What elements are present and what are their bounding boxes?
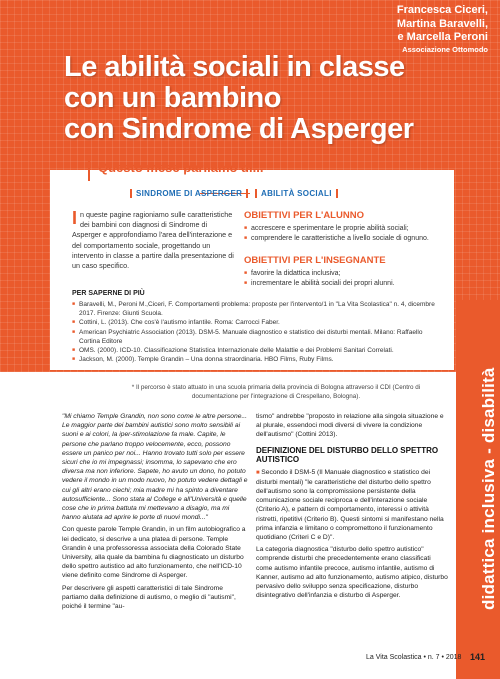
authors-block bbox=[397, 4, 488, 55]
objective-item: ■ incrementare le abilità sociali dei propri alunni. bbox=[244, 279, 444, 289]
body-paragraph: tismo" andrebbe "proposto in relazione alla singola situazione e al plurale, essendoci modi diversi di vivere la condizione dell'autismo" (Cottini 2013). bbox=[256, 413, 444, 439]
title-line: con Sindrome di Asperger bbox=[64, 113, 414, 145]
intro-paragraph bbox=[72, 210, 234, 271]
footer-publication: La Vita Scolastica • n. 7 • 2018 bbox=[366, 654, 462, 661]
column-left bbox=[62, 412, 248, 614]
opening-quote: "Mi chiamo Temple Grandin, non sono come le altre persone... Le maggior parte dei bambini autistici sono molto sensibili ai suoni e ai colori, la iper-stimolazione fa male. Capite, le persone che parlano troppo velocemente, ecco, possono essere un panico per noi... Hanno trovato tutti solo per essere sicuri che io mi impegnassi; insomma, lo sapevano che ero diversa ma non inferiore. Sapete, ho avuto un dono, ho potuto vedere il mondo in un modo nuovo, ho potuto vedere dettagli e cui gli altri erano ciechi; mia madre mi ha spinto a diventare autosufficiente... Sono stata al College e all'Università e quelle cose che in prima battuta mi mettevano a disagio, ma mi hanno aiutata ad aprire le porte di nuovi mondi..." bbox=[62, 413, 248, 522]
objectives-teacher bbox=[244, 255, 444, 288]
objective-item: ■ accrescere e sperimentare le proprie abilità sociali; bbox=[244, 224, 444, 234]
card-heading: Questo mese parliamo di... bbox=[98, 160, 264, 175]
intro-text: n queste pagine ragioniamo sulle caratteristiche dei bambini con diagnosi di Sindrome di Asperger e approfondiamo l'area dell'interazione e del comportamento sociale, progettando un intervento in classe a partire dalla presentazione di un caso specifico. bbox=[72, 210, 234, 271]
tag-sindrome: SINDROME DI ASPERGER bbox=[130, 189, 248, 198]
reference-item: ■ American Psychiatric Association (2013). DSM-5. Manuale diagnostico e statistico dei disturbi mentali. Milano: Raffaello Cortina Editore bbox=[72, 328, 442, 346]
references bbox=[72, 290, 442, 364]
footnote: * Il percorso è stato attuato in una scuola primaria della provincia di Bologna attraverso il CDI (Centro di documentazione per l'integrazione di Crespellano, Bologna). bbox=[131, 384, 421, 400]
reference-item: ■ Baravelli, M., Peroni M.,Ciceri, F. Comportamenti problema: proposte per l'intervento/1 in "La Vita Scolastica" n. 4, dicembre 2017. Firenze: Giunti Scuola. bbox=[72, 300, 442, 318]
dropcap: I bbox=[72, 208, 78, 228]
title-line: Le abilità sociali in classe bbox=[64, 51, 405, 83]
references-title: PER SAPERNE DI PIÙ bbox=[72, 290, 145, 297]
objectives-student-title: OBIETTIVI PER L'ALUNNO bbox=[244, 210, 364, 221]
article-title bbox=[64, 52, 484, 145]
objective-item: ■ favorire la didattica inclusiva; bbox=[244, 269, 444, 279]
author-name: Martina Baravelli, bbox=[396, 17, 488, 30]
reference-item: ■ Cottini, L. (2013). Che cos'è l'autismo infantile. Roma: Carrocci Faber. bbox=[72, 318, 442, 327]
body-paragraph bbox=[256, 468, 448, 543]
objectives-student bbox=[244, 210, 444, 243]
title-line: con un bambino bbox=[64, 82, 281, 114]
body-paragraph: Con queste parole Temple Grandin, in un film autobiografico a lei dedicato, si descrive a una platea di persone. Temple Grandin è una professoressa associata della Colorado State University, alla quale da bambina fu diagnosticato un disturbo dello spettro autistico ad alto funzionamento, che nell'ICD-10 viene definito come Sindrome di Asperger. bbox=[62, 526, 246, 580]
section-subheading: DEFINIZIONE DEL DISTURBO DELLO SPETTRO AUTISTICO bbox=[256, 445, 439, 465]
column-right bbox=[256, 412, 448, 603]
body-text: Secondo il DSM-5 (Il Manuale diagnostico e statistico dei disturbi mentali) "le caratteristiche del disturbo dello spettro dell'autismo sono la compromissione persistente della comunicazione sociale reciproca e dell'interazione sociale (Criterio A), e pattern di comportamento, interessi o attività ristretti, ripetitivi (Criterio B). Questi sintomi si manifestano nella prima infanzia e limitano o compromettono il funzionamento quotidiano (Criteri C e D)". bbox=[256, 468, 444, 542]
section-label: didattica inclusiva - disabilità bbox=[479, 367, 498, 610]
objectives-teacher-title: OBIETTIVI PER L'INSEGNANTE bbox=[244, 255, 386, 266]
card-heading-box bbox=[88, 157, 400, 181]
body-paragraph: Per descrivere gli aspetti caratteristici di tale Sindrome partiamo dalla definizione di autismo, o meglio di "autismi", poiché il termine "au- bbox=[62, 584, 236, 611]
author-name: e Marcella Peroni bbox=[397, 31, 488, 43]
reference-item: ■ Jackson, M. (2000). Temple Grandin – Una donna straordinaria. HBO Films, Ruby Films. bbox=[72, 355, 442, 364]
author-name: Francesca Ciceri, bbox=[396, 4, 488, 16]
body-paragraph: La categoria diagnostica "disturbo dello spettro autistico" comprende disturbi che precedentemente erano classificati come autismo infantile precoce, autismo infantile, autismo di Kanner, autismo ad alto funzionamento, autismo atipico, disturbo pervasivo dello sviluppo senza specificazione, disturbo disintegrativo dell'infanzia e disturbo di Asperger. bbox=[256, 546, 448, 600]
square-bullet-icon: ■ bbox=[256, 469, 262, 476]
tag-abilita: ABILITÀ SOCIALI bbox=[255, 189, 338, 198]
page-number: 141 bbox=[470, 652, 486, 662]
reference-item: ■ OMS. (2000). ICD-10. Classificazione Statistica Internazionale delle Malattie e dei Problemi Sanitari Correlati. bbox=[72, 346, 442, 355]
author-association: Associazione Ottomodo bbox=[402, 44, 488, 54]
objective-item: ■ comprendere le caratteristiche a livello sociale di ognuno. bbox=[244, 234, 444, 244]
